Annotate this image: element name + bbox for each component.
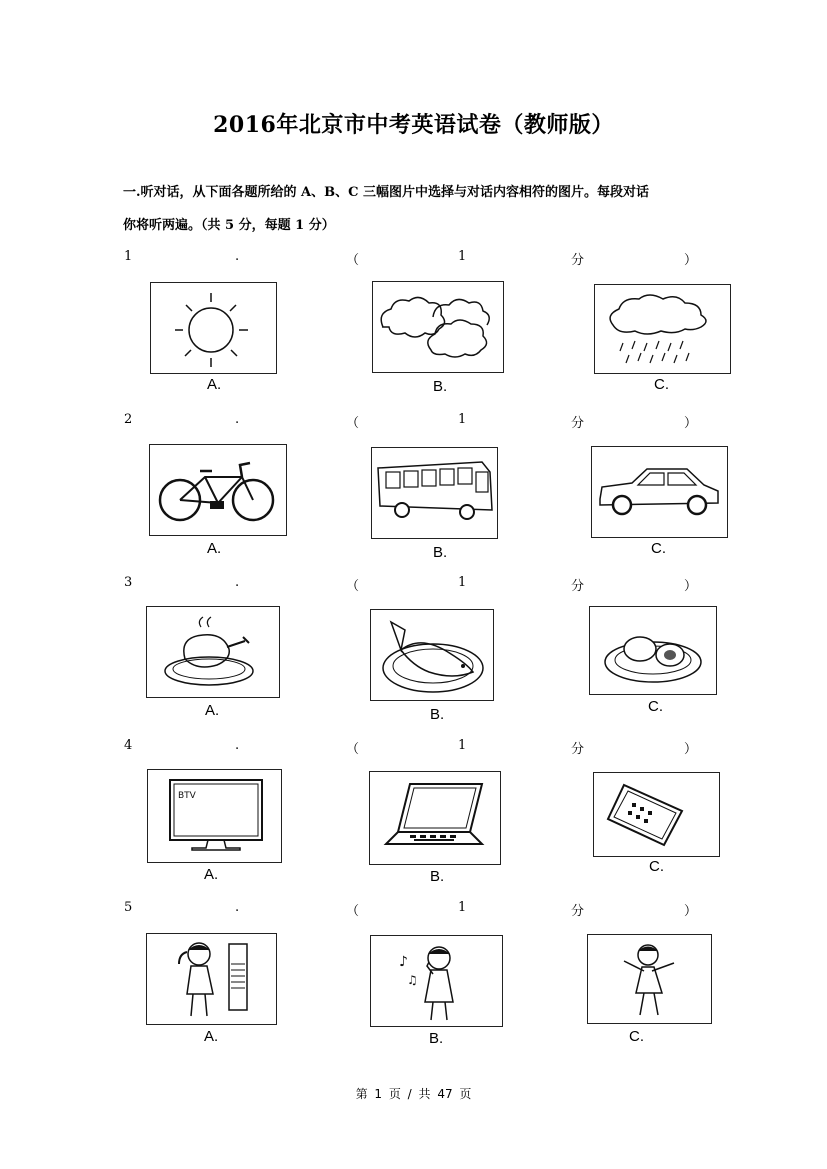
girl-piano-icon <box>147 934 276 1024</box>
option-4b-label: B. <box>430 868 445 885</box>
paren-open: （ <box>346 579 360 594</box>
option-3a-picture[interactable] <box>146 606 280 698</box>
option-5b-picture[interactable] <box>370 935 503 1027</box>
question-4-row <box>0 738 827 758</box>
points-unit: 分 <box>571 742 585 757</box>
sun-icon <box>151 283 276 373</box>
option-4a-label: A. <box>204 866 219 883</box>
rain-cloud-icon <box>595 285 730 373</box>
question-points: 1 <box>458 412 467 427</box>
option-1b-label: B. <box>433 378 448 395</box>
option-5b-label: B. <box>429 1030 444 1047</box>
option-4a-picture[interactable] <box>147 769 282 863</box>
paren-close: ） <box>684 742 698 757</box>
bicycle-icon <box>150 445 286 535</box>
option-4c-label: C. <box>649 858 664 875</box>
option-5a-label: A. <box>204 1028 219 1045</box>
question-2-row <box>0 412 827 432</box>
car-icon <box>592 447 727 537</box>
question-points: 1 <box>458 249 467 264</box>
question-number: 1 <box>124 249 133 264</box>
option-3b-label: B. <box>430 706 445 723</box>
question-points: 1 <box>458 900 467 915</box>
instructions-line-2: 你将听两遍。（共 5 分，每题 1 分） <box>123 218 335 233</box>
tv-icon <box>148 770 281 862</box>
chicken-leg-icon <box>147 607 279 697</box>
eggs-plate-icon <box>590 607 716 694</box>
option-4b-picture[interactable] <box>369 771 501 865</box>
paren-close: ） <box>684 904 698 919</box>
instructions-line-1: 一.听对话，从下面各题所给的 A、B、C 三幅图片中选择与对话内容相符的图片。每段对话 <box>123 185 649 200</box>
points-unit: 分 <box>571 416 585 431</box>
bus-icon <box>372 448 497 538</box>
paren-close: ） <box>684 416 698 431</box>
question-dot: . <box>235 575 240 590</box>
svg-text:♫: ♫ <box>407 973 418 987</box>
option-2c-label: C. <box>651 540 666 557</box>
laptop-icon <box>370 772 500 864</box>
question-5-row <box>0 900 827 920</box>
clouds-icon <box>373 282 503 372</box>
paren-close: ） <box>684 253 698 268</box>
question-dot: . <box>235 249 240 264</box>
points-unit: 分 <box>571 904 585 919</box>
question-number: 3 <box>124 575 133 590</box>
question-points: 1 <box>458 738 467 753</box>
option-1a-picture[interactable] <box>150 282 277 374</box>
girl-singing-icon <box>371 936 502 1026</box>
option-5a-picture[interactable] <box>146 933 277 1025</box>
option-1b-picture[interactable] <box>372 281 504 373</box>
option-3b-picture[interactable] <box>370 609 494 701</box>
tv-screen-text: BTV <box>178 791 196 801</box>
smartphone-icon <box>594 773 719 856</box>
paren-open: （ <box>346 742 360 757</box>
option-3c-picture[interactable] <box>589 606 717 695</box>
option-2b-picture[interactable] <box>371 447 498 539</box>
question-dot: . <box>235 900 240 915</box>
option-5c-picture[interactable] <box>587 934 712 1024</box>
question-dot: . <box>235 738 240 753</box>
option-2a-picture[interactable] <box>149 444 287 536</box>
question-points: 1 <box>458 575 467 590</box>
question-number: 4 <box>124 738 133 753</box>
svg-text:♪: ♪ <box>399 954 408 970</box>
paren-open: （ <box>346 416 360 431</box>
points-unit: 分 <box>571 253 585 268</box>
option-2a-label: A. <box>207 540 222 557</box>
paren-close: ） <box>684 579 698 594</box>
option-1c-label: C. <box>654 376 669 393</box>
option-2b-label: B. <box>433 544 448 561</box>
question-3-row <box>0 575 827 595</box>
paren-open: （ <box>346 904 360 919</box>
option-4c-picture[interactable] <box>593 772 720 857</box>
option-3a-label: A. <box>205 702 220 719</box>
question-dot: . <box>235 412 240 427</box>
option-5c-label: C. <box>629 1028 644 1045</box>
question-number: 5 <box>124 900 133 915</box>
page-title: 2016年北京市中考英语试卷（教师版） <box>213 112 614 138</box>
option-1a-label: A. <box>207 376 222 393</box>
option-2c-picture[interactable] <box>591 446 728 538</box>
girl-dancing-icon <box>588 935 711 1023</box>
option-3c-label: C. <box>648 698 663 715</box>
option-1c-picture[interactable] <box>594 284 731 374</box>
question-number: 2 <box>124 412 133 427</box>
paren-open: （ <box>346 253 360 268</box>
page-footer: 第 1 页 / 共 47 页 <box>355 1087 472 1101</box>
points-unit: 分 <box>571 579 585 594</box>
fish-plate-icon <box>371 610 493 700</box>
question-1-row <box>0 249 827 269</box>
